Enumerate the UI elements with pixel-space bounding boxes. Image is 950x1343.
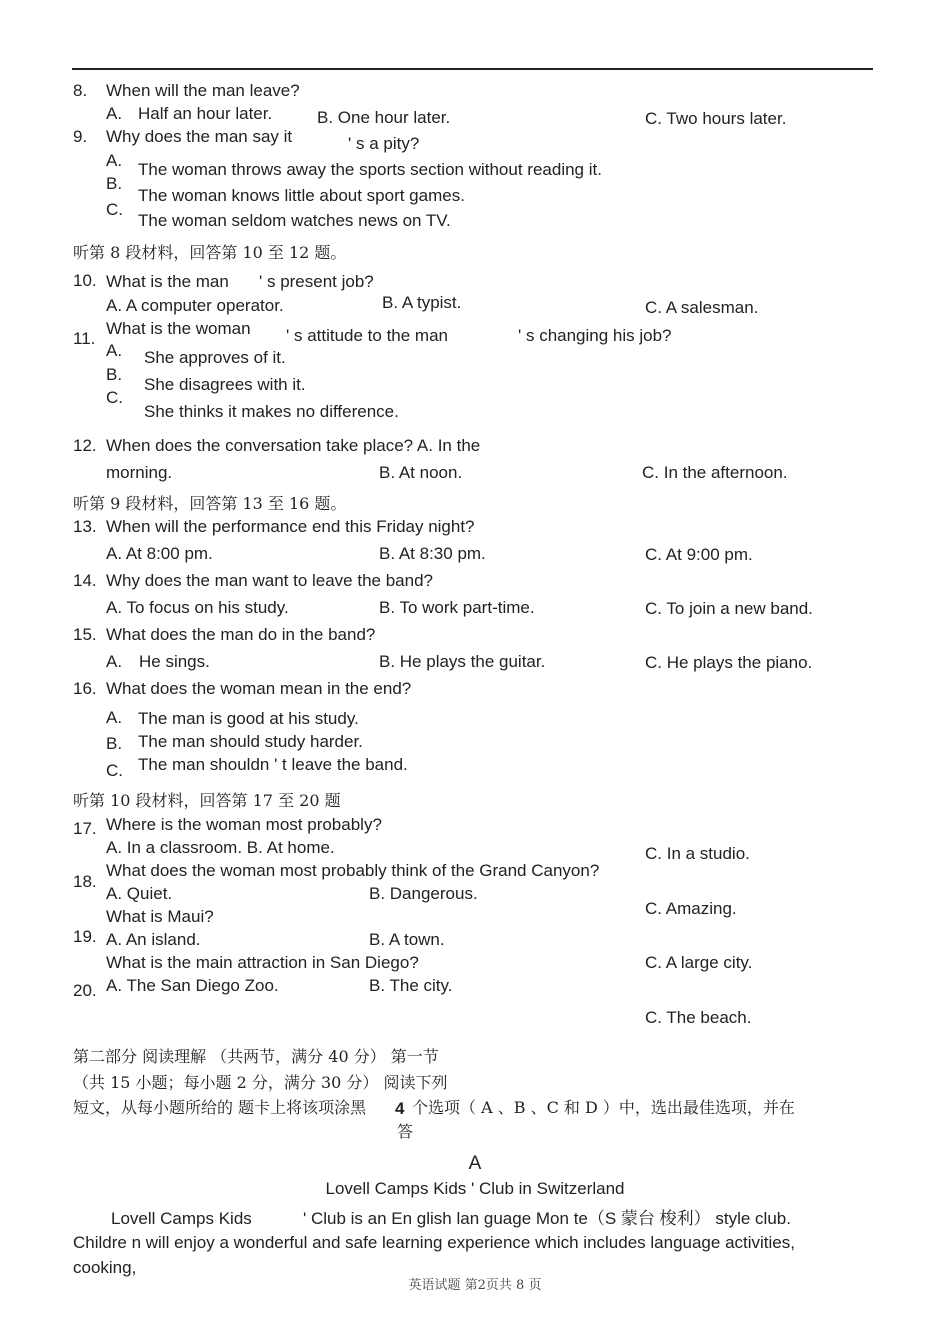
q10-option-b: B. A typist. <box>382 293 462 312</box>
q11-number: 11. <box>73 329 96 348</box>
q20-option-b: B. The city. <box>369 976 453 995</box>
q12-option-b: B. At noon. <box>379 463 463 482</box>
q18-option-a: A. Quiet. <box>106 884 173 903</box>
part2-heading-line3: 短文，从每小题所给的 题卡上将该项涂黑 <box>73 1098 367 1117</box>
q13-option-a: A. At 8:00 pm. <box>106 544 213 563</box>
q12-question-cont: morning. <box>106 463 173 482</box>
q16-option-a-label: A. <box>106 708 123 727</box>
q16-option-b: The man should study harder. <box>138 732 363 751</box>
page-footer: 英语试题 第2页共 8 页 <box>408 1278 542 1293</box>
q12-number: 12. <box>73 436 97 455</box>
q14-question: Why does the man want to leave the band? <box>106 571 433 590</box>
q12-option-c: C. In the afternoon. <box>642 463 788 482</box>
q11-option-b-label: B. <box>106 365 123 384</box>
q17-options-ab: A. In a classroom. B. At home. <box>106 838 335 857</box>
q11-question: What is the woman <box>106 319 251 338</box>
q16-option-b-label: B. <box>106 734 123 753</box>
passage-text-line3: cooking, <box>73 1258 137 1277</box>
q16-number: 16. <box>73 679 97 698</box>
part2-heading-line2: （共 15 小题；每小题 2 分，满分 30 分） 阅读下列 <box>73 1073 448 1092</box>
q11-question-cont2: ' s changing his job? <box>518 326 672 345</box>
q9-option-b-label: B. <box>106 174 123 193</box>
q15-option-a: He sings. <box>139 652 210 671</box>
q13-number: 13. <box>73 517 97 536</box>
q17-question: Where is the woman most probably? <box>106 815 382 834</box>
q11-option-c-label: C. <box>106 388 123 407</box>
q18-option-c: C. Amazing. <box>645 899 737 918</box>
q16-option-c-label: C. <box>106 761 123 780</box>
q16-question: What does the woman mean in the end? <box>106 679 412 698</box>
q17-number: 17. <box>73 819 97 838</box>
q11-question-cont: ' s attitude to the man <box>286 326 449 345</box>
q9-option-a-label: A. <box>106 151 123 170</box>
q19-option-c: C. A large city. <box>645 953 753 972</box>
q15-option-b: B. He plays the guitar. <box>379 652 546 671</box>
section-10-heading: 听第 10 段材料，回答第 17 至 20 题 <box>73 791 341 810</box>
section-8-heading: 听第 8 段材料，回答第 10 至 12 题。 <box>73 243 347 262</box>
q13-option-b: B. At 8:30 pm. <box>379 544 486 563</box>
q15-question: What does the man do in the band? <box>106 625 376 644</box>
q8-number: 8. <box>73 81 88 100</box>
q14-option-a: A. To focus on his study. <box>106 598 289 617</box>
q13-option-c: C. At 9:00 pm. <box>645 545 753 564</box>
section-9-heading: 听第 9 段材料，回答第 13 至 16 题。 <box>73 494 347 513</box>
q10-question-cont: ' s present job? <box>259 272 374 291</box>
part2-heading-line3b: 个选项（ A 、B 、C 和 D ）中，选出最佳选项，并在 <box>412 1098 795 1117</box>
q14-option-c: C. To join a new band. <box>645 599 813 618</box>
q19-question: What is Maui? <box>106 907 214 926</box>
q20-number: 20. <box>73 981 97 1000</box>
q10-number: 10. <box>73 271 97 290</box>
q12-question: When does the conversation take place? A. In the <box>106 436 481 455</box>
q9-question: Why does the man say it <box>106 127 293 146</box>
q20-option-a: A. The San Diego Zoo. <box>106 976 279 995</box>
q20-question: What is the main attraction in San Diego? <box>106 953 419 972</box>
q19-option-a: A. An island. <box>106 930 201 949</box>
q9-option-c: The woman seldom watches news on TV. <box>138 211 451 230</box>
q18-number: 18. <box>73 872 97 891</box>
top-rule <box>72 68 873 70</box>
q15-number: 15. <box>73 625 97 644</box>
passage-letter: A <box>468 1153 482 1174</box>
q9-question-cont: ' s a pity? <box>348 134 420 153</box>
q9-option-a: The woman throws away the sports section without reading it. <box>138 160 602 179</box>
q16-option-a: The man is good at his study. <box>138 709 359 728</box>
q14-number: 14. <box>73 571 97 590</box>
passage-title: Lovell Camps Kids ' Club in Switzerland <box>325 1179 625 1198</box>
q20-option-c: C. The beach. <box>645 1008 752 1027</box>
q9-option-c-label: C. <box>106 200 123 219</box>
q15-option-c: C. He plays the piano. <box>645 653 813 672</box>
q9-option-b: The woman knows little about sport games. <box>138 186 465 205</box>
q11-option-b: She disagrees with it. <box>144 375 306 394</box>
q13-question: When will the performance end this Friday night? <box>106 517 475 536</box>
q8-option-a: Half an hour later. <box>138 104 273 123</box>
q16-option-c: The man shouldn ' t leave the band. <box>138 755 408 774</box>
q11-option-a-label: A. <box>106 341 123 360</box>
q10-question: What is the man <box>106 272 229 291</box>
q19-option-b: B. A town. <box>369 930 445 949</box>
q15-option-a-label: A. <box>106 652 123 671</box>
q8-question: When will the man leave? <box>106 81 300 100</box>
q11-option-c: She thinks it makes no difference. <box>144 402 399 421</box>
q8-option-a-label: A. <box>106 104 123 123</box>
q17-option-c: C. In a studio. <box>645 844 750 863</box>
q18-question: What does the woman most probably think of the Grand Canyon? <box>106 861 600 880</box>
q19-number: 19. <box>73 927 97 946</box>
q11-option-a: She approves of it. <box>144 348 286 367</box>
part2-option-count: 4 <box>395 1099 405 1118</box>
part2-heading-line1: 第二部分 阅读理解 （共两节，满分 40 分） 第一节 <box>73 1047 439 1066</box>
q8-option-c: C. Two hours later. <box>645 109 787 128</box>
q14-option-b: B. To work part-time. <box>379 598 535 617</box>
q9-number: 9. <box>73 127 88 146</box>
q10-option-a: A. A computer operator. <box>106 296 284 315</box>
q10-option-c: C. A salesman. <box>645 298 759 317</box>
part2-heading-line4: 答 <box>397 1122 414 1141</box>
passage-text-line1a: Lovell Camps Kids <box>111 1209 252 1228</box>
q18-option-b: B. Dangerous. <box>369 884 478 903</box>
passage-text-line2: Childre n will enjoy a wonderful and safe learning experience which includes language activities, <box>73 1233 795 1252</box>
passage-text-line1b: ' Club is an En glish lan guage Mon te（S 蒙台 梭利） style club. <box>303 1209 791 1228</box>
q8-option-b: B. One hour later. <box>317 108 451 127</box>
